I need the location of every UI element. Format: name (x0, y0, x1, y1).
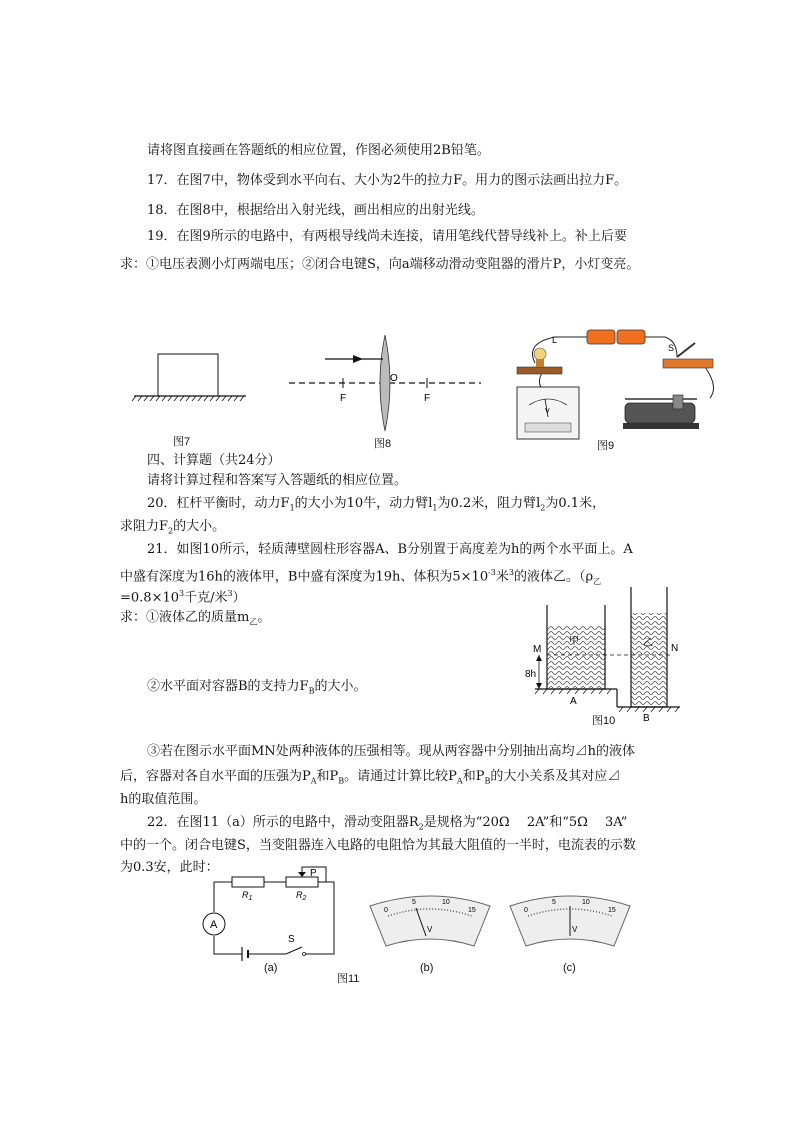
label-N: N (671, 643, 679, 654)
figure-8 (285, 335, 485, 435)
lamp-holder (536, 359, 544, 367)
meter-b-tick-0: 0 (384, 907, 388, 914)
block (158, 354, 218, 396)
meter-b-body (370, 896, 490, 946)
question-21-part3-line3: h的取值范围。 (120, 792, 207, 807)
figure-10-caption: 图10 (592, 715, 616, 727)
label-8h: 8h (525, 669, 537, 680)
rheostat-slider (673, 395, 683, 409)
question-22-line1: 22．在图11（a）所示的电路中，滑动变阻器$R_2$是规格为“20Ω 2A”和“5Ω 3A” (147, 815, 628, 832)
label-A: A (570, 696, 577, 707)
rheostat-coil (625, 403, 695, 423)
lamp-bulb (534, 348, 546, 360)
question-19-line2: 求：①电压表测小灯两端电压；②闭合电键S，向a端移动滑动变阻器的滑片P，小灯变亮。 (120, 257, 640, 272)
liquid-yi (631, 613, 667, 707)
label-R2: $R_2$ (296, 890, 307, 902)
convex-lens (380, 335, 390, 431)
section-4-instruction: 请将计算过程和答案写入答题纸的相应位置。 (147, 473, 408, 488)
switch-blade (286, 947, 302, 954)
8h-arrow-bottom (536, 683, 542, 689)
meter-b-unit: V (427, 925, 433, 934)
figure-7 (130, 350, 250, 410)
label-B: B (643, 713, 650, 724)
voltmeter-terminals (525, 423, 571, 432)
question-20-line1: 20．杠杆平衡时，动力$F_1$的大小为10牛，动力臂$l_1$为0.2米，阻力臂$l_2$为0.1米， (147, 496, 606, 513)
label-yi: 乙 (643, 638, 653, 649)
figure-11-caption: 图11 (337, 973, 360, 985)
question-21-line3: $=0.8\times 10^3$千克/米$^3$） (120, 589, 246, 606)
question-19-line1: 19．在图9所示的电路中，有两根导线尚未连接，请用笔线代替导线补上。补上后要 (147, 229, 627, 244)
figure-11a-label: (a) (264, 962, 278, 974)
question-21-part1: 求：①液体乙的质量$m_乙$。 (120, 610, 271, 627)
liquid-jia (547, 625, 605, 688)
question-21-line2: 中盛有深度为16h的液体甲，B中盛有深度为19h、体积为$5\times 10^{-3}$米$^3$的液体乙。（$\rho_乙$ (120, 568, 602, 586)
figure-9-caption: 图9 (597, 440, 615, 452)
question-21-part3-line2: 后，容器对各自水平面的压强为$P_A$和$P_B$。请通过计算比较$P_A$和$P_B$的大小关系及其对应⊿ (120, 769, 621, 786)
figure-9 (505, 323, 730, 448)
lamp-base (517, 367, 562, 374)
8h-arrow-top (536, 655, 542, 661)
meter-c-tick-15: 15 (608, 907, 616, 914)
circuit-wire (214, 882, 334, 954)
label-R1: $R_1$ (242, 890, 253, 902)
label-F-right: F (424, 393, 431, 404)
switch-base (663, 359, 713, 368)
instruction-text: 请将图直接画在答题纸的相应位置，作图必须使用2B铅笔。 (147, 143, 490, 158)
label-S: S (668, 343, 675, 353)
figure-8-caption: 图8 (374, 438, 392, 450)
meter-c-tick-10: 10 (582, 899, 590, 906)
label-F-left: F (340, 393, 347, 404)
question-22-line2: 中的一个。闭合电键S，当变阻器连入电路的电阻恰为其最大阻值的一半时，电流表的示数 (120, 838, 636, 853)
battery-1 (587, 330, 615, 344)
meter-b-tick-5: 5 (412, 899, 416, 906)
voltmeter-label: V (545, 408, 550, 415)
question-21-part3-line1: ③若在图示水平面MN处两种液体的压强相等。现从两容器中分别抽出高均⊿h的液体 (147, 744, 636, 759)
label-P: P (310, 868, 317, 879)
battery-2 (617, 330, 645, 344)
meter-b-tick-10: 10 (442, 899, 450, 906)
question-17: 17．在图7中，物体受到水平向右、大小为2牛的拉力F。用力的图示法画出拉力F。 (147, 173, 628, 188)
wire-switch-rheostat (705, 367, 714, 398)
section-4-heading: 四、计算题（共24分） (147, 453, 281, 468)
figure-7-caption: 图7 (173, 436, 191, 448)
meter-c-tick-5: 5 (552, 899, 556, 906)
figure-11a-circuit (200, 862, 350, 962)
question-22-line3: 为0.3安，此时： (120, 860, 219, 875)
rheostat-base (623, 423, 699, 429)
label-jia: 甲 (569, 636, 579, 647)
figure-11b-label: (b) (420, 962, 434, 974)
resistor-R1 (232, 877, 264, 887)
switch-lever (677, 343, 695, 357)
question-21-line1: 21．如图10所示，轻质薄壁圆柱形容器A、B分别置于高度差为h的两个水平面上。A (147, 542, 633, 557)
label-O: O (390, 373, 398, 384)
meter-c-unit: V (572, 925, 578, 934)
question-20-line2: 求阻力$F_2$的大小。 (120, 519, 226, 536)
meter-c-tick-0: 0 (524, 907, 528, 914)
figure-11c-label: (c) (563, 962, 576, 974)
incident-ray-arrow (353, 355, 363, 363)
label-S: S (288, 934, 295, 945)
meter-b-tick-15: 15 (468, 907, 476, 914)
question-18: 18．在图8中，根据给出入射光线，画出相应的出射光线。 (147, 203, 484, 218)
figure-11c-meter (506, 892, 634, 950)
ammeter-label: A (210, 919, 218, 931)
slider-arrow (298, 872, 306, 877)
figure-10 (525, 585, 685, 725)
question-21-part2: ②水平面对容器B的支持力$F_B$的大小。 (147, 679, 367, 696)
switch-contact (303, 953, 306, 956)
label-M: M (533, 644, 542, 655)
figure-11b-meter (366, 892, 494, 950)
label-L: L (552, 335, 558, 345)
